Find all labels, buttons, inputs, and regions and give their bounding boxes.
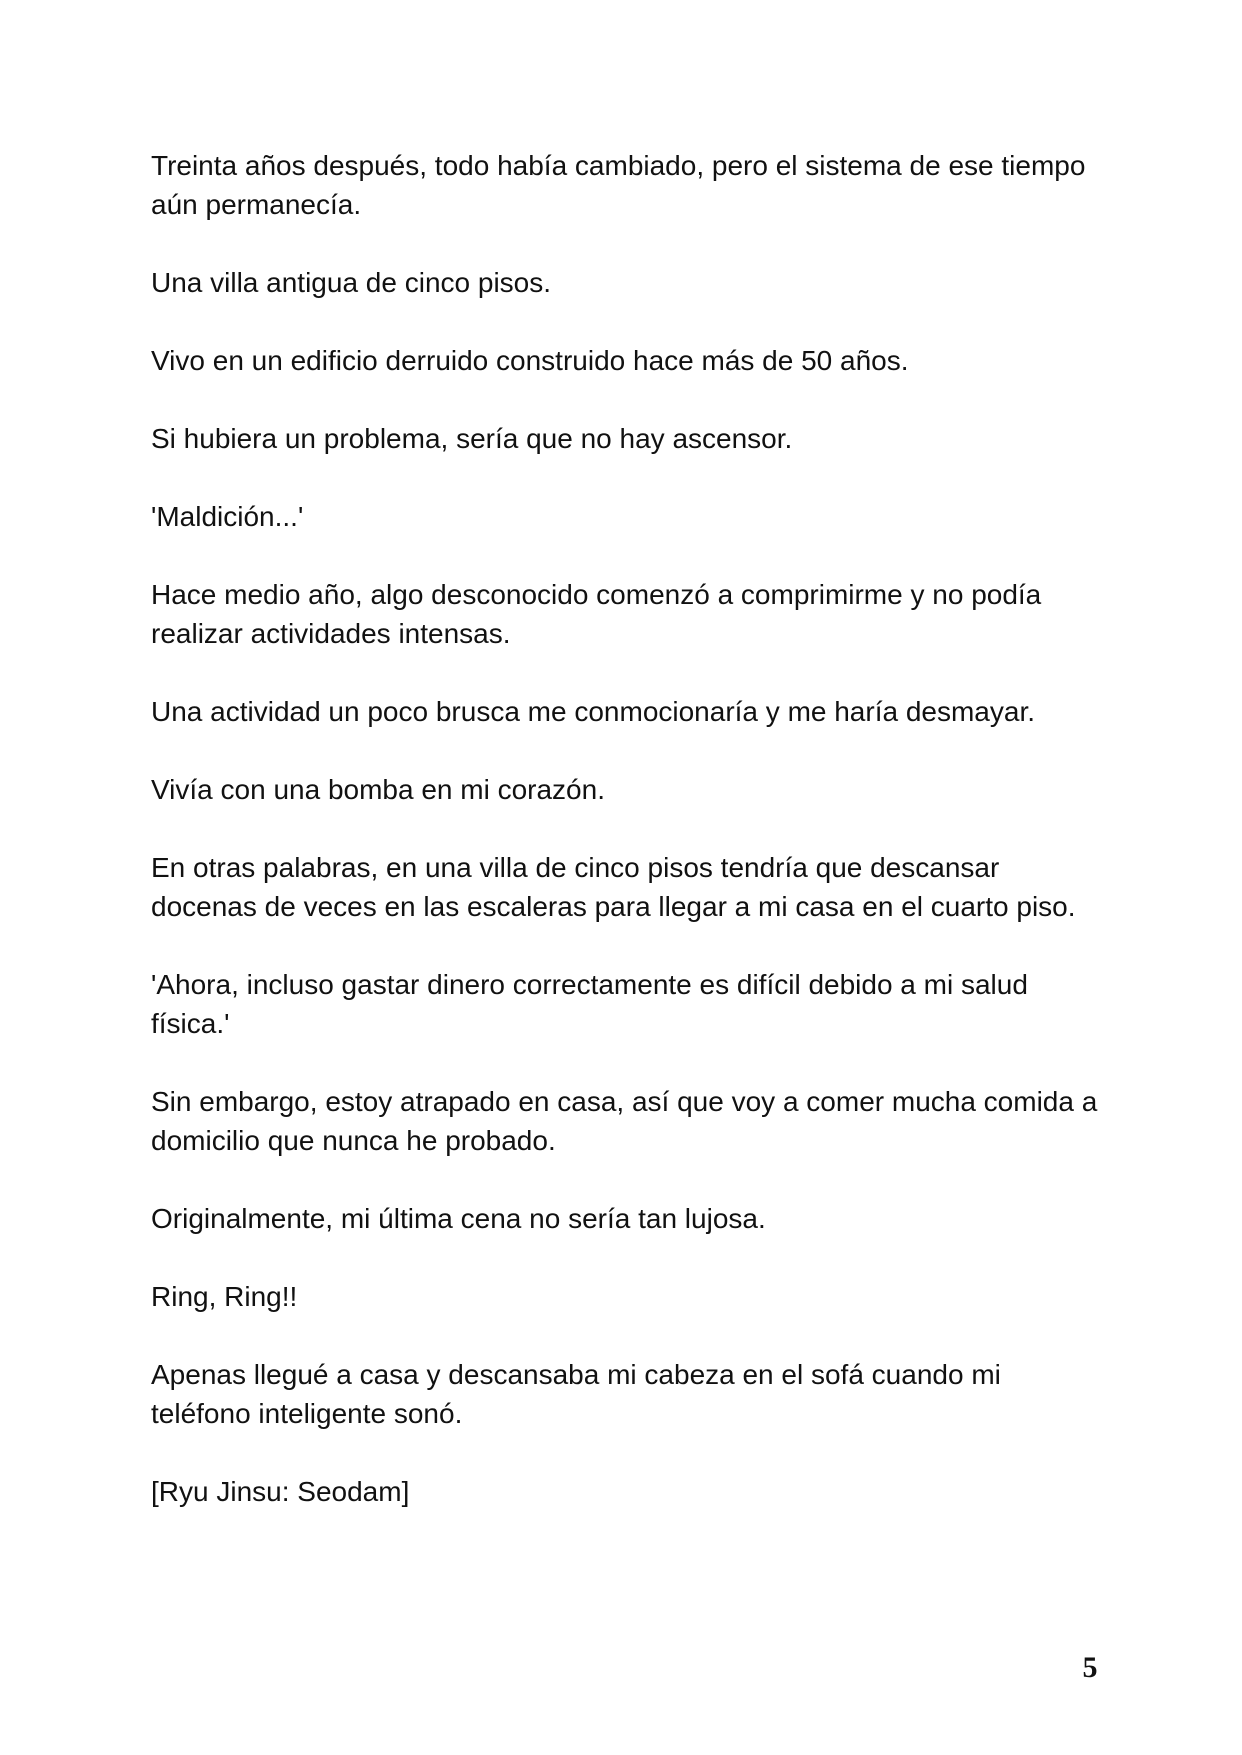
paragraph: 'Ahora, incluso gastar dinero correctamente es difícil debido a mi salud física.' [151,969,1028,1039]
paragraph: Vivo en un edificio derruido construido hace más de 50 años. [151,345,909,376]
paragraph: 'Maldición...' [151,501,304,532]
paragraph: Apenas llegué a casa y descansaba mi cabeza en el sofá cuando mi teléfono inteligente sonó. [151,1359,1001,1429]
paragraph: [Ryu Jinsu: Seodam] [151,1476,410,1507]
text-body [151,146,1101,1550]
paragraph: Una actividad un poco brusca me conmocionaría y me haría desmayar. [151,696,1036,727]
paragraph: Vivía con una bomba en mi corazón. [151,774,605,805]
page-number: 5 [1082,1651,1098,1684]
paragraph: Originalmente, mi última cena no sería tan lujosa. [151,1203,766,1234]
paragraph: Si hubiera un problema, sería que no hay ascensor. [151,423,793,454]
paragraph: Treinta años después, todo había cambiado, pero el sistema de ese tiempo aún permanecía. [151,150,1086,220]
paragraph: Hace medio año, algo desconocido comenzó a comprimirme y no podía realizar actividades intensas. [151,579,1042,649]
paragraph: Sin embargo, estoy atrapado en casa, así que voy a comer mucha comida a domicilio que nunca he probado. [151,1086,1098,1156]
paragraph: Ring, Ring!! [151,1281,298,1312]
paragraph: En otras palabras, en una villa de cinco pisos tendría que descansar docenas de veces en las escaleras para llegar a mi casa en el cuarto piso. [151,852,1076,922]
paragraph: Una villa antigua de cinco pisos. [151,267,552,298]
